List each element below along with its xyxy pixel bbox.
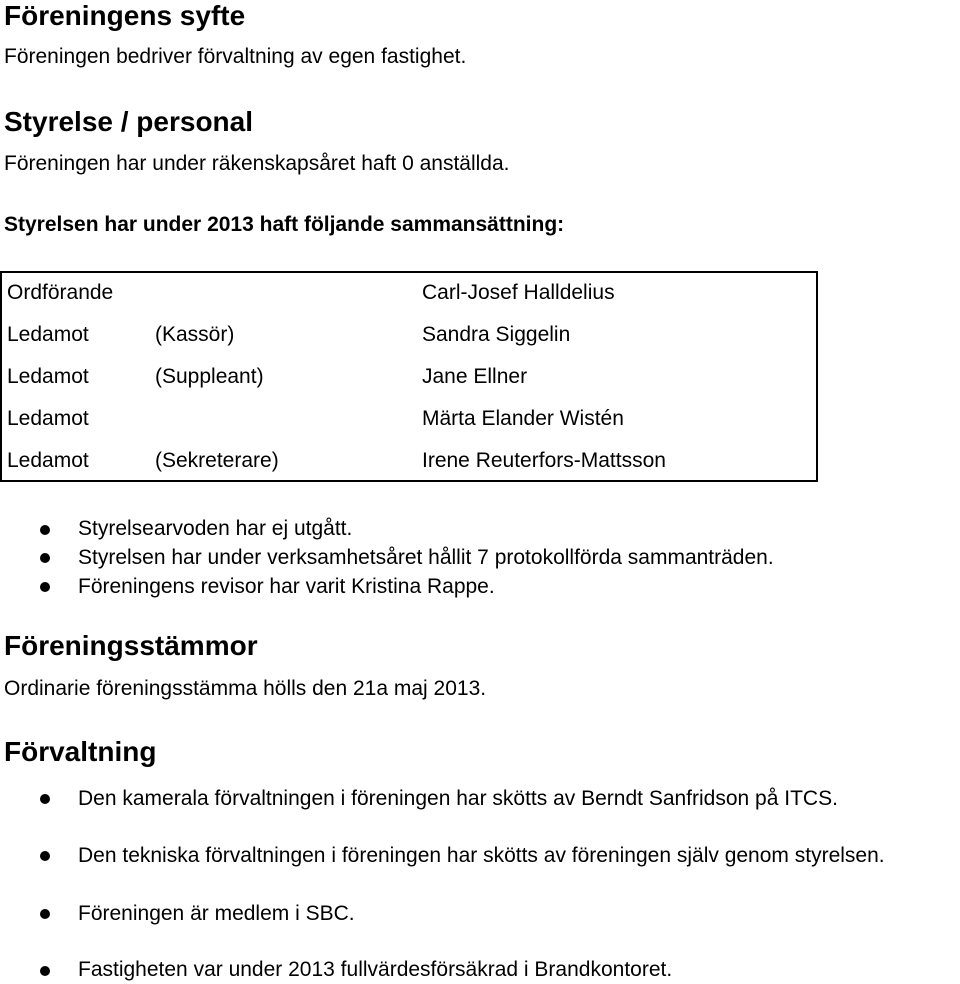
- board-title: (Kassör): [155, 323, 235, 346]
- heading-forvaltning: Förvaltning: [4, 736, 157, 767]
- bullet-icon: [40, 553, 50, 563]
- syfte-text: Föreningen bedriver förvaltning av egen fastighet.: [4, 45, 467, 68]
- list-item: Den kamerala förvaltningen i föreningen har skötts av Berndt Sanfridson på ITCS.: [78, 787, 838, 810]
- stammor-text: Ordinarie föreningsstämma hölls den 21a maj 2013.: [4, 677, 487, 700]
- board-role: Ordförande: [7, 281, 114, 304]
- board-name: Carl-Josef Halldelius: [422, 281, 615, 304]
- list-item: Föreningens revisor har varit Kristina Rappe.: [78, 575, 495, 598]
- list-item: Styrelsearvoden har ej utgått.: [78, 517, 353, 540]
- bullet-icon: [40, 851, 50, 861]
- list-item: Föreningen är medlem i SBC.: [78, 902, 355, 925]
- heading-styrelse: Styrelse / personal: [4, 106, 254, 137]
- board-name: Irene Reuterfors-Mattsson: [422, 449, 666, 472]
- board-role: Ledamot: [7, 407, 89, 430]
- board-role: Ledamot: [7, 449, 89, 472]
- bullet-icon: [40, 909, 50, 919]
- board-name: Sandra Siggelin: [422, 323, 571, 346]
- board-name: Jane Ellner: [422, 365, 528, 388]
- board-name: Märta Elander Wistén: [422, 407, 624, 430]
- bullet-icon: [40, 525, 50, 535]
- board-title: (Suppleant): [155, 365, 264, 388]
- board-table: [0, 271, 818, 482]
- list-item: Den tekniska förvaltningen i föreningen har skötts av föreningen själv genom styrelsen.: [78, 844, 885, 867]
- board-role: Ledamot: [7, 323, 89, 346]
- styrelse-text: Föreningen har under räkenskapsåret haft 0 anställda.: [4, 152, 510, 175]
- board-role: Ledamot: [7, 365, 89, 388]
- board-title: (Sekreterare): [155, 449, 279, 472]
- bullet-icon: [40, 582, 50, 592]
- heading-syfte: Föreningens syfte: [4, 0, 246, 31]
- bullet-icon: [40, 794, 50, 804]
- list-item: Fastigheten var under 2013 fullvärdesförsäkrad i Brandkontoret.: [78, 958, 673, 981]
- bullet-icon: [40, 966, 50, 976]
- styrelse-lead: Styrelsen har under 2013 haft följande sammansättning:: [4, 213, 565, 236]
- heading-stammor: Föreningsstämmor: [4, 630, 258, 661]
- list-item: Styrelsen har under verksamhetsåret hållit 7 protokollförda sammanträden.: [78, 546, 774, 569]
